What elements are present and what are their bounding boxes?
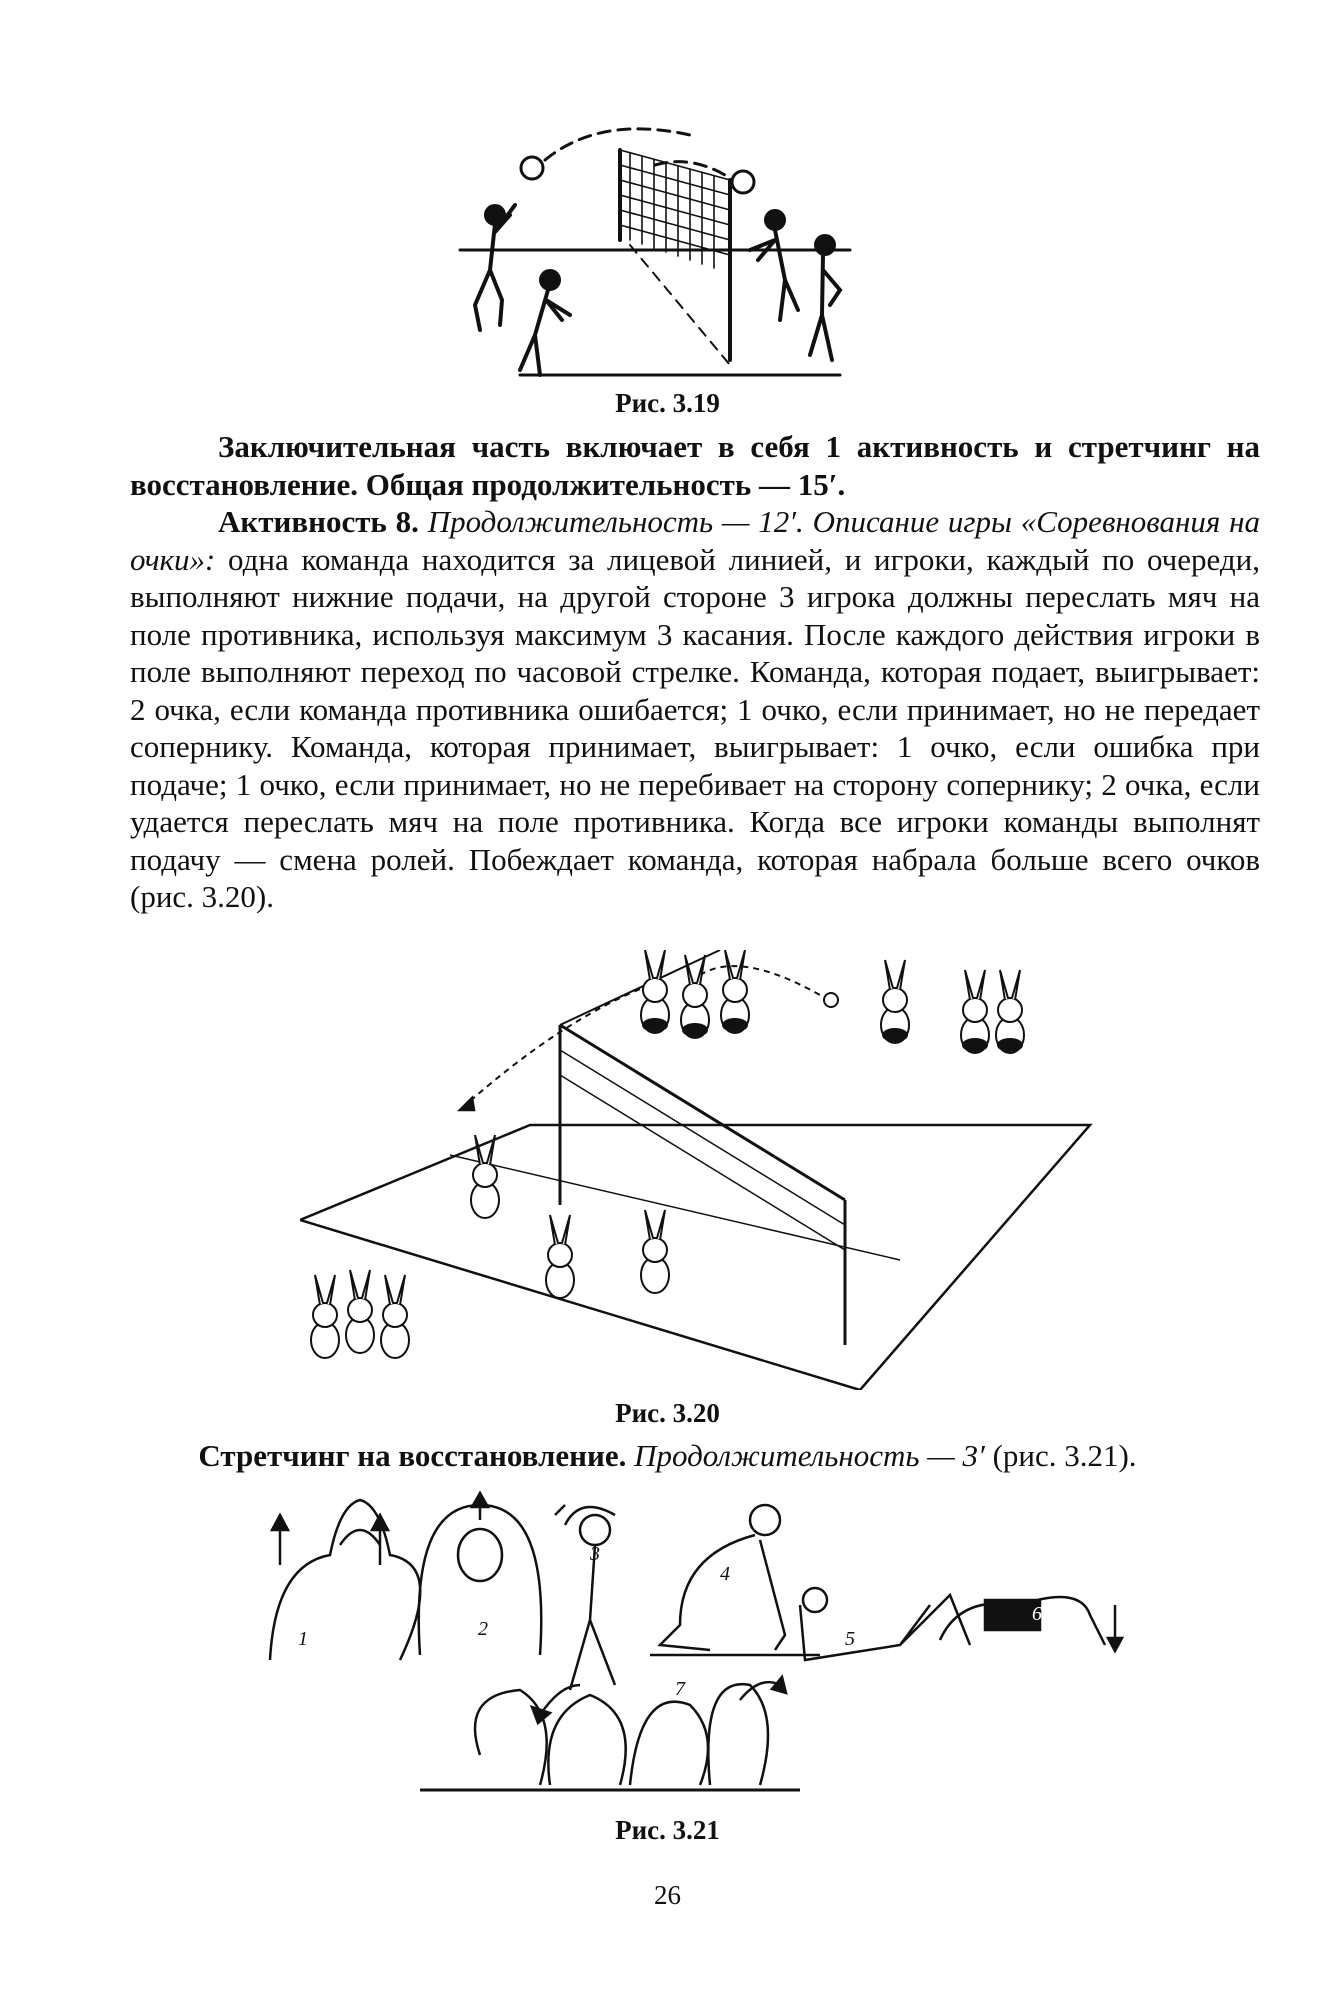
pose-numbers [298,1543,1042,1700]
pose-number-3: 3 [590,1543,600,1565]
figure-3-20-caption: Рис. 3.20 [615,1398,720,1428]
activity-label: Активность 8. [218,504,419,539]
pose-number-1: 1 [298,1628,308,1650]
body-text [130,428,1260,916]
pose-number-6: 6 [1032,1603,1042,1625]
activity-duration: Продолжительность — 12′. Описание игры «Соревнования на очки»: [130,504,1261,577]
figure-3-20-court-illustration [300,950,1100,1390]
stretching-duration: Продолжительность — 3′ [634,1438,985,1473]
stretching-line [0,1438,1335,1474]
pose-number-7: 7 [675,1678,685,1700]
pose-number-5: 5 [845,1628,855,1650]
figure-3-21-caption: Рис. 3.21 [615,1815,720,1845]
stretching-ref: (рис. 3.21). [984,1438,1137,1473]
pose-number-2: 2 [478,1618,488,1640]
paragraph-conclusion: Заключительная часть включает в себя 1 активность и стретчинг на восстановление. Общая продолжительность — 15′. [130,429,1260,502]
pose-number-4: 4 [720,1563,730,1585]
page-number: 26 [654,1880,681,1910]
activity-description: одна команда находится за лицевой линией, и игроки, каждый по очереди, выполняют нижние подачи, на другой стороне 3 игрока должны переслать мяч на поле противника, используя максимум 3 касания. После каждого действия игроки в поле выполняют переход по часовой стрелке. Команда, которая подает, выигрывает: 2 очка, если команда противника ошибается; 1 очко, если принимает, но не передает сопернику. Команда, которая принимает, выигрывает: 1 очко, если ошибка при подаче; 1 очко, если принимает, но не перебивает на сторону сопернику; 2 очка, если удается переслать мяч на поле противника. Когда все игроки команды выполнят подачу — смена ролей. Побеждает команда, которая набрала больше всего очков (рис. 3.20). [130,541,1260,914]
paragraph-activity-8 [130,503,1260,916]
figure-3-21-stretching-illustration [260,1485,1140,1815]
stretching-label: Стретчинг на восстановление. [198,1438,627,1473]
figure-3-19-volleyball-illustration [440,120,890,390]
figure-3-19-caption: Рис. 3.19 [615,388,720,418]
